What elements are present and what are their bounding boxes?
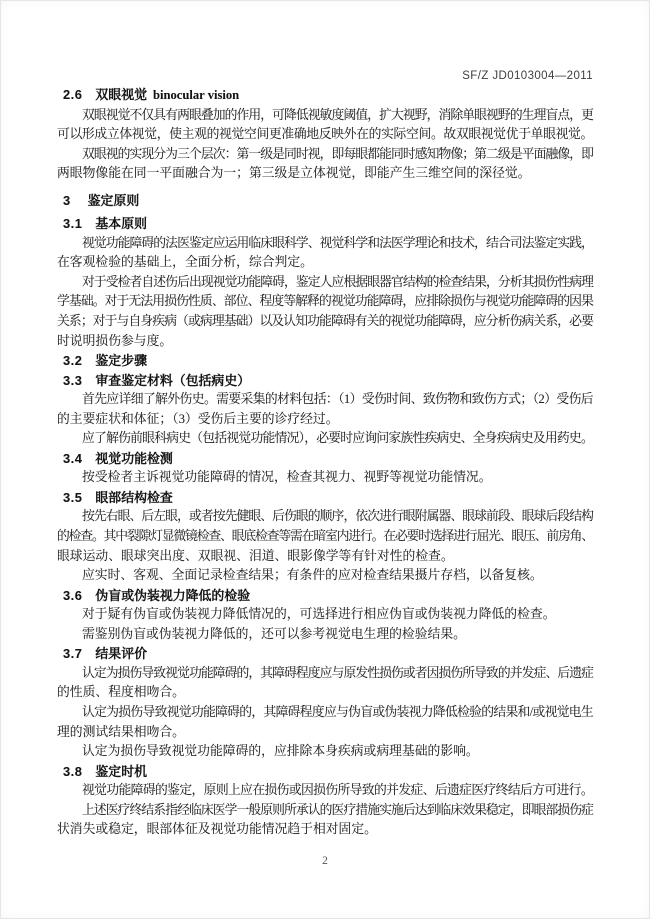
- text-line: 上述医疗终结系指经临床医学一般原则所承认的医疗措施实施后达到临床效果稳定，即眼部损伤症: [82, 802, 594, 817]
- clause-number: 3.5: [63, 489, 83, 505]
- text-line: 视觉功能障碍的鉴定，原则上应在损伤或因损伤所导致的并发症、后遗症医疗终结后方可进行。: [82, 783, 594, 798]
- text-line: 学基础。对于无法用损伤性质、部位、程度等解释的视觉功能障碍，应排除损伤与视觉功能障碍的因果: [57, 294, 593, 309]
- clause-heading: [57, 371, 593, 391]
- page-number: 2: [322, 855, 328, 867]
- clause-heading: [57, 762, 593, 782]
- text-line: 对于疑有伪盲或伪装视力降低情况的，可选择进行相应伪盲或伪装视力降低的检查。: [82, 607, 556, 622]
- paragraph: [57, 801, 593, 840]
- clause-number: 3.8: [63, 763, 83, 779]
- clause-title: 基本原则: [95, 216, 147, 232]
- text-line: 的主要症状和体征；（3）受伤后主要的诊疗经过。: [57, 411, 339, 426]
- paragraph: [57, 664, 593, 703]
- text-line: 认定为损伤导致视觉功能障碍的，应排除本身疾病或病理基础的影响。: [82, 744, 479, 759]
- text-line: 认定为损伤导致视觉功能障碍的，其障碍程度应与原发性损伤或者因损伤所导致的并发症、后遗症: [82, 665, 594, 680]
- clause-title: 眼部结构检查: [95, 489, 173, 505]
- text-line: 双眼视觉不仅具有两眼叠加的作用，可降低视敏度阈值，扩大视野，消除单眼视野的生理盲点，更: [82, 107, 594, 122]
- text-line: 在客观检验的基础上，全面分析，综合判定。: [57, 255, 313, 270]
- paragraph: [57, 781, 593, 801]
- clause-heading: [57, 351, 593, 371]
- paragraph: [57, 429, 593, 449]
- clause-number: 2.6: [63, 87, 83, 102]
- text-line: 应了解伤前眼科病史（包括视觉功能情况），必要时应询问家族性疾病史、全身疾病史及用药史。: [82, 431, 593, 446]
- clause-title: 结果评价: [95, 646, 147, 662]
- clause-title: 鉴定原则: [87, 192, 140, 208]
- paragraph: [57, 106, 593, 145]
- clause-number: 3: [63, 192, 71, 208]
- clause-heading: [57, 85, 593, 106]
- text-line: 需鉴别伪盲或伪装视力降低的，还可以参考视觉电生理的检验结果。: [82, 626, 466, 641]
- text-line: 两眼物像能在同一平面融合为一；第三级是立体视觉，即能产生三维空间的深径觉。: [57, 166, 531, 181]
- paragraph: [57, 566, 593, 586]
- standard-number: SF/Z JD0103004—2011: [462, 70, 593, 82]
- clause-number: 3.7: [63, 646, 83, 662]
- text-line: 眼球运动、眼球突出度、双眼视、泪道、眼影像学等有针对性的检查。: [57, 548, 454, 563]
- text-line: 认定为损伤导致视觉功能障碍的，其障碍程度应与伪盲或伪装视力降低检验的结果和/或视觉电生: [82, 704, 594, 719]
- paragraph: [57, 468, 593, 488]
- document-body: [57, 85, 593, 840]
- text-line: 按先右眼、后左眼，或者按先健眼、后伤眼的顺序，依次进行眼附属器、眼球前段、眼球后段结构: [82, 509, 594, 524]
- text-line: 按受检者主诉视觉功能障碍的情况，检查其视力、视野等视觉功能情况。: [82, 470, 492, 485]
- paragraph: [57, 234, 593, 273]
- clause-title-english: binocular vision: [152, 88, 240, 102]
- clause-heading: [57, 644, 593, 664]
- clause-title: 鉴定时机: [95, 763, 147, 779]
- clause-number: 3.4: [63, 450, 83, 466]
- paragraph: [57, 625, 593, 645]
- paragraph: [57, 145, 593, 184]
- clause-number: 3.1: [63, 216, 83, 232]
- clause-heading: [57, 488, 593, 508]
- paragraph: [57, 605, 593, 625]
- paragraph: [57, 742, 593, 762]
- text-line: 关系；对于与自身疾病（或病理基础）以及认知功能障碍有关的视觉功能障碍，应分析伤病关系，必要: [57, 314, 593, 329]
- text-line: 视觉功能障碍的法医鉴定应运用临床眼科学、视觉科学和法医学理论和技术，结合司法鉴定实践，: [82, 235, 594, 250]
- clause-heading: [57, 586, 593, 606]
- clause-number: 3.3: [63, 372, 83, 388]
- text-line: 对于受检者自述伤后出现视觉功能障碍，鉴定人应根据眼器官结构的检查结果，分析其损伤性病理: [82, 274, 594, 289]
- clause-title: 伪盲或伪装视力降低的检验: [95, 587, 251, 603]
- clause-title: 视觉功能检测: [95, 450, 173, 466]
- text-line: 双眼视的实现分为三个层次：第一级是同时视，即每眼都能同时感知物像；第二级是平面融像，即: [82, 146, 594, 161]
- clause-title: 双眼视觉: [95, 87, 147, 102]
- chapter-heading: [57, 191, 593, 211]
- text-line: 时说明损伤参与度。: [57, 333, 173, 348]
- paragraph: [57, 703, 593, 742]
- text-line: 的检查。其中裂隙灯显微镜检查、眼底检查等需在暗室内进行。在必要时选择进行屈光、眼压、前房角、: [57, 529, 593, 544]
- paragraph: [57, 390, 593, 429]
- clause-heading: [57, 214, 593, 234]
- text-line: 状消失或稳定，眼部体征及视觉功能情况趋于相对固定。: [57, 822, 377, 837]
- clause-number: 3.6: [63, 587, 83, 603]
- text-line: 的性质、程度相吻合。: [57, 685, 185, 700]
- text-line: 应实时、客观、全面记录检查结果；有条件的应对检查结果摄片存档，以备复核。: [82, 568, 543, 583]
- text-line: 可以形成立体视觉，使主观的视觉空间更准确地反映外在的实际空间。故双眼视觉优于单眼视觉。: [57, 127, 593, 142]
- paragraph: [57, 273, 593, 351]
- clause-title: 审查鉴定材料（包括病史）: [95, 372, 251, 388]
- clause-number: 3.2: [63, 353, 83, 369]
- text-line: 首先应详细了解外伤史。需要采集的材料包括：（1）受伤时间、致伤物和致伤方式；（2）受伤后: [82, 392, 593, 407]
- clause-heading: [57, 449, 593, 469]
- paragraph: [57, 507, 593, 566]
- text-line: 理的测试结果相吻合。: [57, 724, 185, 739]
- clause-title: 鉴定步骤: [95, 353, 147, 369]
